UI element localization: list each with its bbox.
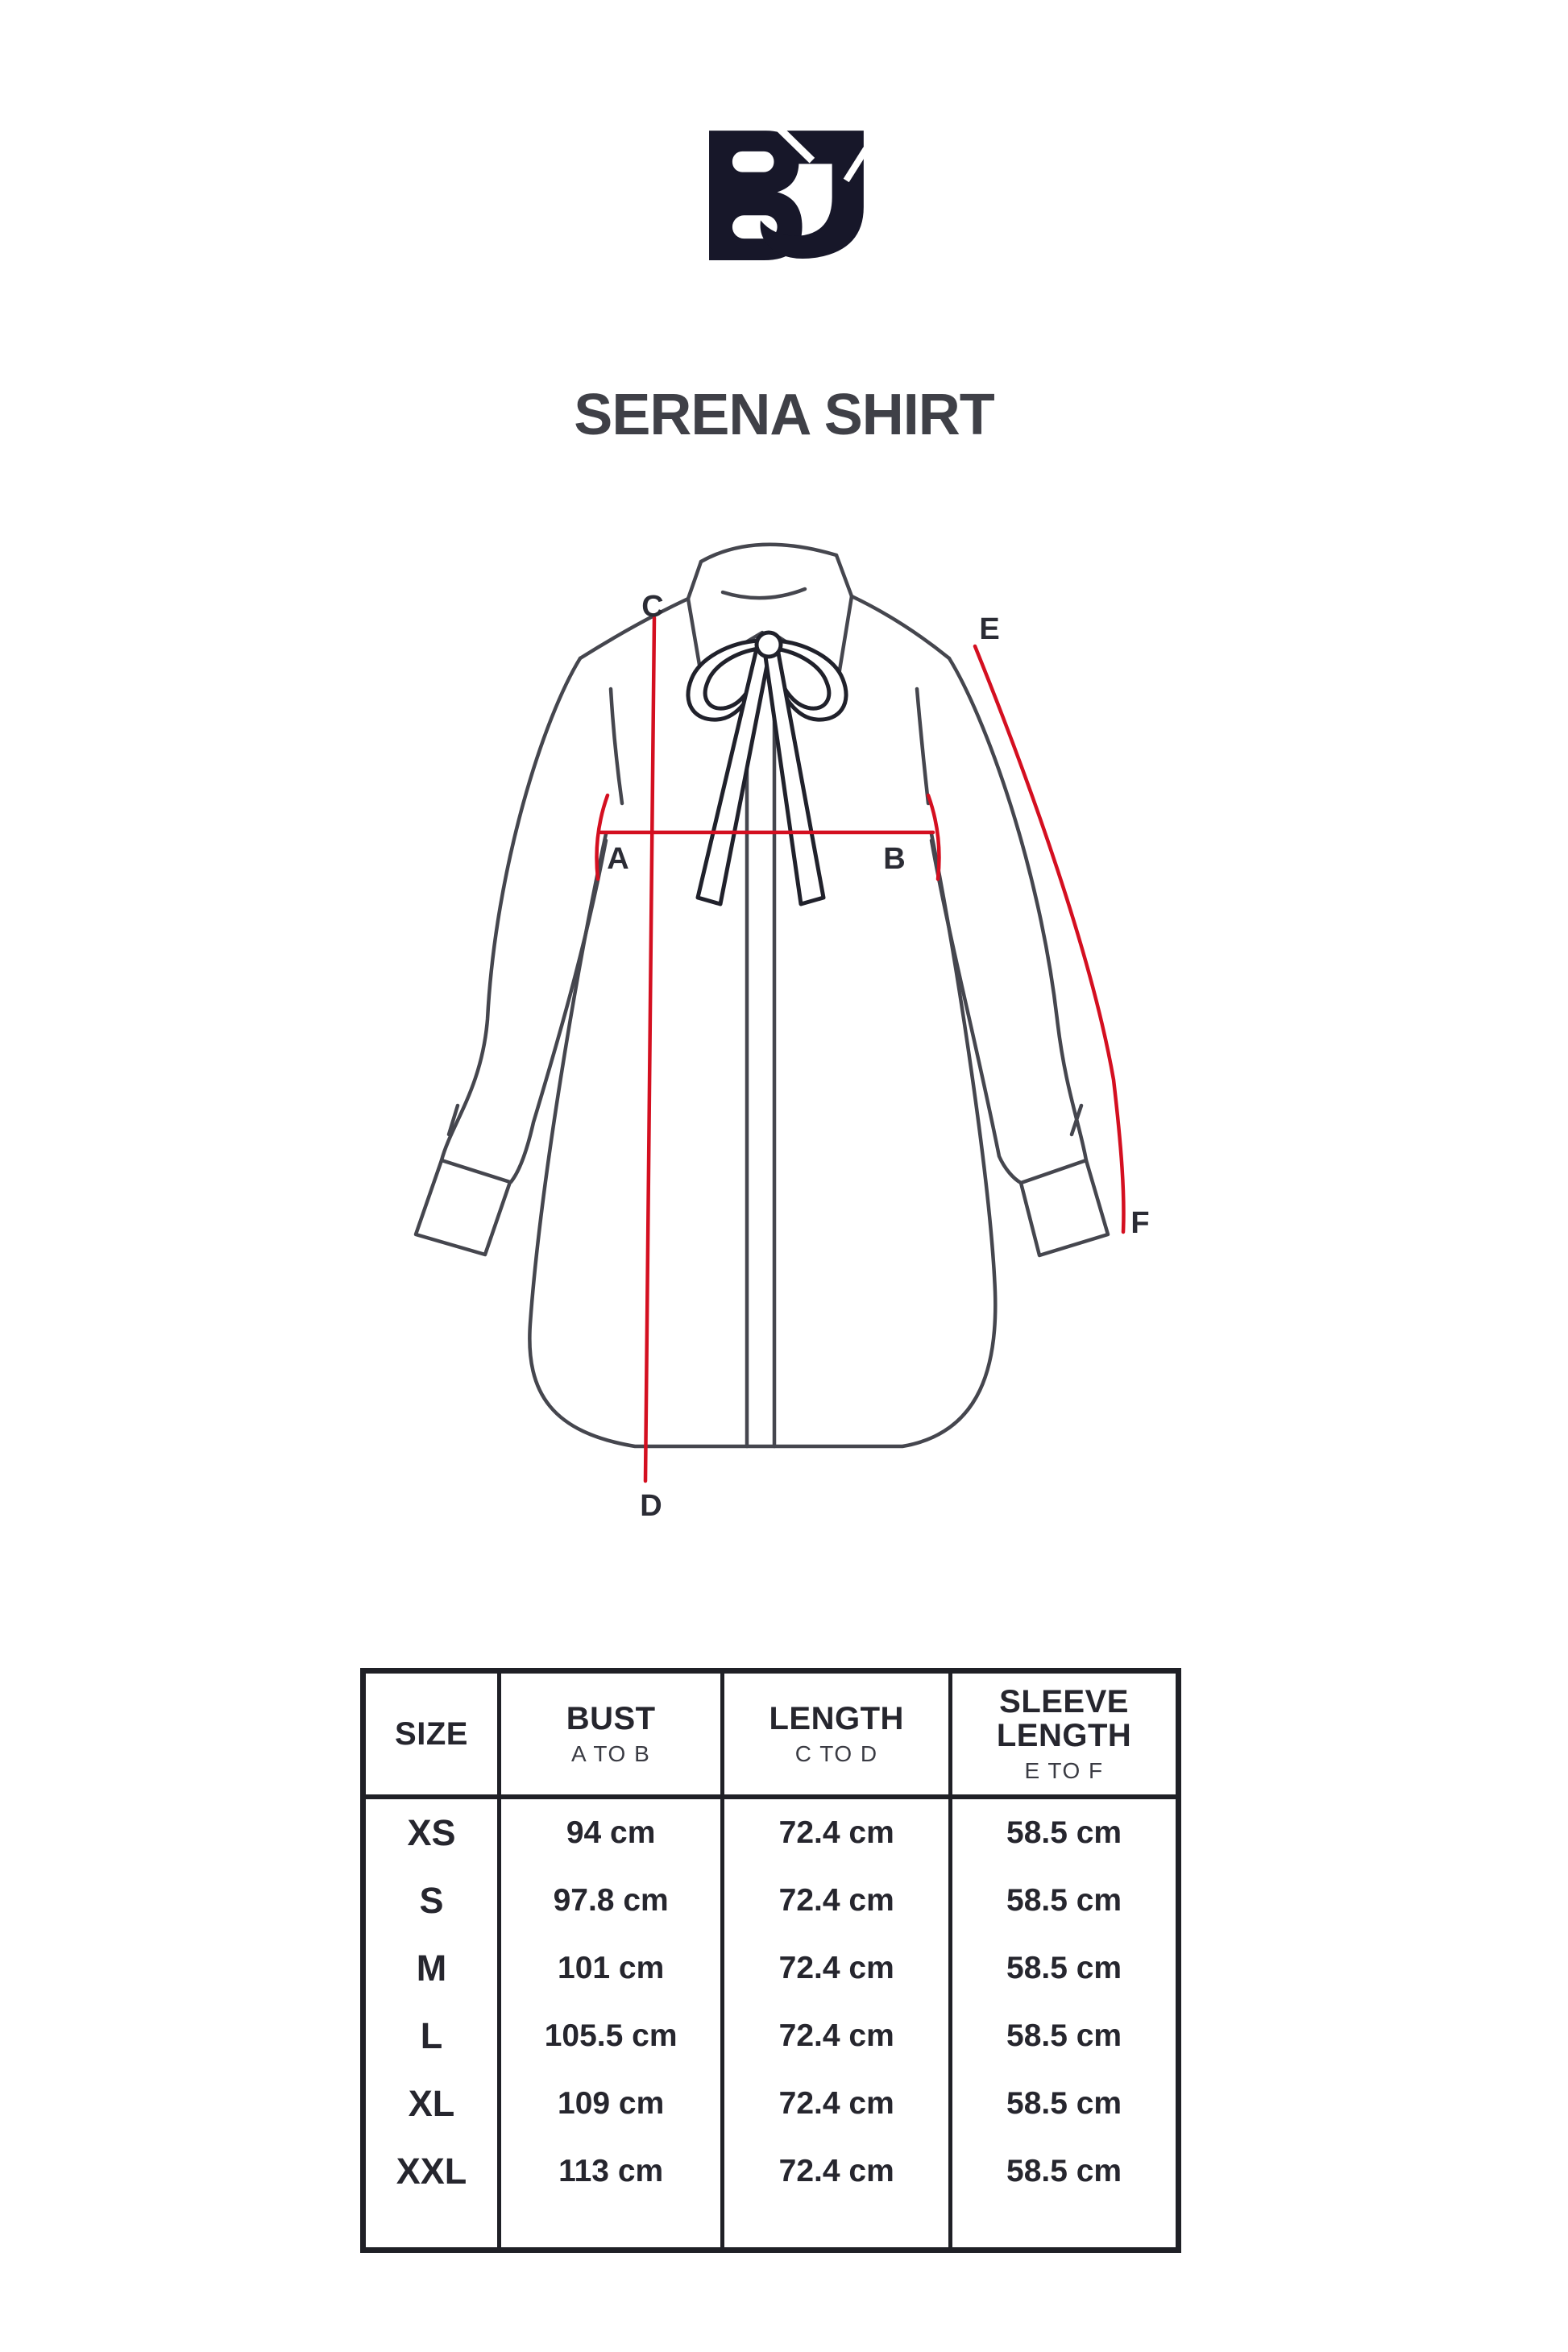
column-header-sleeve-length xyxy=(951,1671,1179,1798)
size-value: XL xyxy=(363,2070,500,2138)
bow-detail xyxy=(688,633,846,904)
size-value: XXL xyxy=(363,2138,500,2205)
header-label: BUST xyxy=(566,1700,656,1736)
table-spacer-row xyxy=(363,2205,1179,2250)
table-row xyxy=(363,2002,1179,2070)
brand-logo xyxy=(707,129,869,262)
column-header-length xyxy=(723,1671,951,1798)
bust-value: 97.8 cm xyxy=(500,1867,723,1935)
size-value: M xyxy=(363,1935,500,2002)
header-row xyxy=(363,1671,1179,1798)
table-row xyxy=(363,1867,1179,1935)
sleeve-value: 58.5 cm xyxy=(951,2002,1179,2070)
label-b: B xyxy=(883,842,906,876)
label-e: E xyxy=(979,612,1000,646)
table-row xyxy=(363,2070,1179,2138)
sleeve-value: 58.5 cm xyxy=(951,1797,1179,1867)
sleeve-value: 58.5 cm xyxy=(951,2138,1179,2205)
size-value: XS xyxy=(363,1797,500,1867)
measurement-lines xyxy=(597,618,1124,1481)
bust-value: 94 cm xyxy=(500,1797,723,1867)
shirt-diagram-icon xyxy=(395,520,1168,1527)
bust-value: 101 cm xyxy=(500,1935,723,2002)
bust-value: 113 cm xyxy=(500,2138,723,2205)
label-d: D xyxy=(640,1489,662,1523)
sleeve-value: 58.5 cm xyxy=(951,1867,1179,1935)
sleeve-value: 58.5 cm xyxy=(951,2070,1179,2138)
header-sublabel: E TO F xyxy=(1024,1757,1104,1783)
length-value: 72.4 cm xyxy=(723,1935,951,2002)
column-header-size xyxy=(363,1671,500,1798)
header-sublabel: C TO D xyxy=(794,1740,878,1766)
length-line-c-d xyxy=(645,618,654,1481)
size-chart xyxy=(360,1668,1181,2253)
size-value: S xyxy=(363,1867,500,1935)
page-title: SERENA SHIRT xyxy=(574,383,994,447)
size-value: L xyxy=(363,2002,500,2070)
header-label: SLEEVE LENGTH xyxy=(996,1683,1132,1753)
bj-logo-icon xyxy=(707,129,869,262)
label-a: A xyxy=(607,842,629,876)
table-row xyxy=(363,1935,1179,2002)
length-value: 72.4 cm xyxy=(723,1797,951,1867)
column-header-bust xyxy=(500,1671,723,1798)
length-value: 72.4 cm xyxy=(723,2070,951,2138)
length-value: 72.4 cm xyxy=(723,2138,951,2205)
measurement-labels xyxy=(607,590,1149,1523)
length-value: 72.4 cm xyxy=(723,1867,951,1935)
label-c: C xyxy=(641,590,664,624)
bust-value: 109 cm xyxy=(500,2070,723,2138)
size-chart-table xyxy=(360,1668,1181,2253)
header-sublabel: A TO B xyxy=(571,1740,651,1766)
shirt-measurement-diagram xyxy=(395,520,1168,1527)
bust-value: 105.5 cm xyxy=(500,2002,723,2070)
table-row xyxy=(363,2138,1179,2205)
header-label: SIZE xyxy=(395,1716,468,1752)
label-f: F xyxy=(1130,1206,1150,1240)
sleeve-value: 58.5 cm xyxy=(951,1935,1179,2002)
length-value: 72.4 cm xyxy=(723,2002,951,2070)
table-row xyxy=(363,1797,1179,1867)
header-label: LENGTH xyxy=(769,1700,904,1736)
